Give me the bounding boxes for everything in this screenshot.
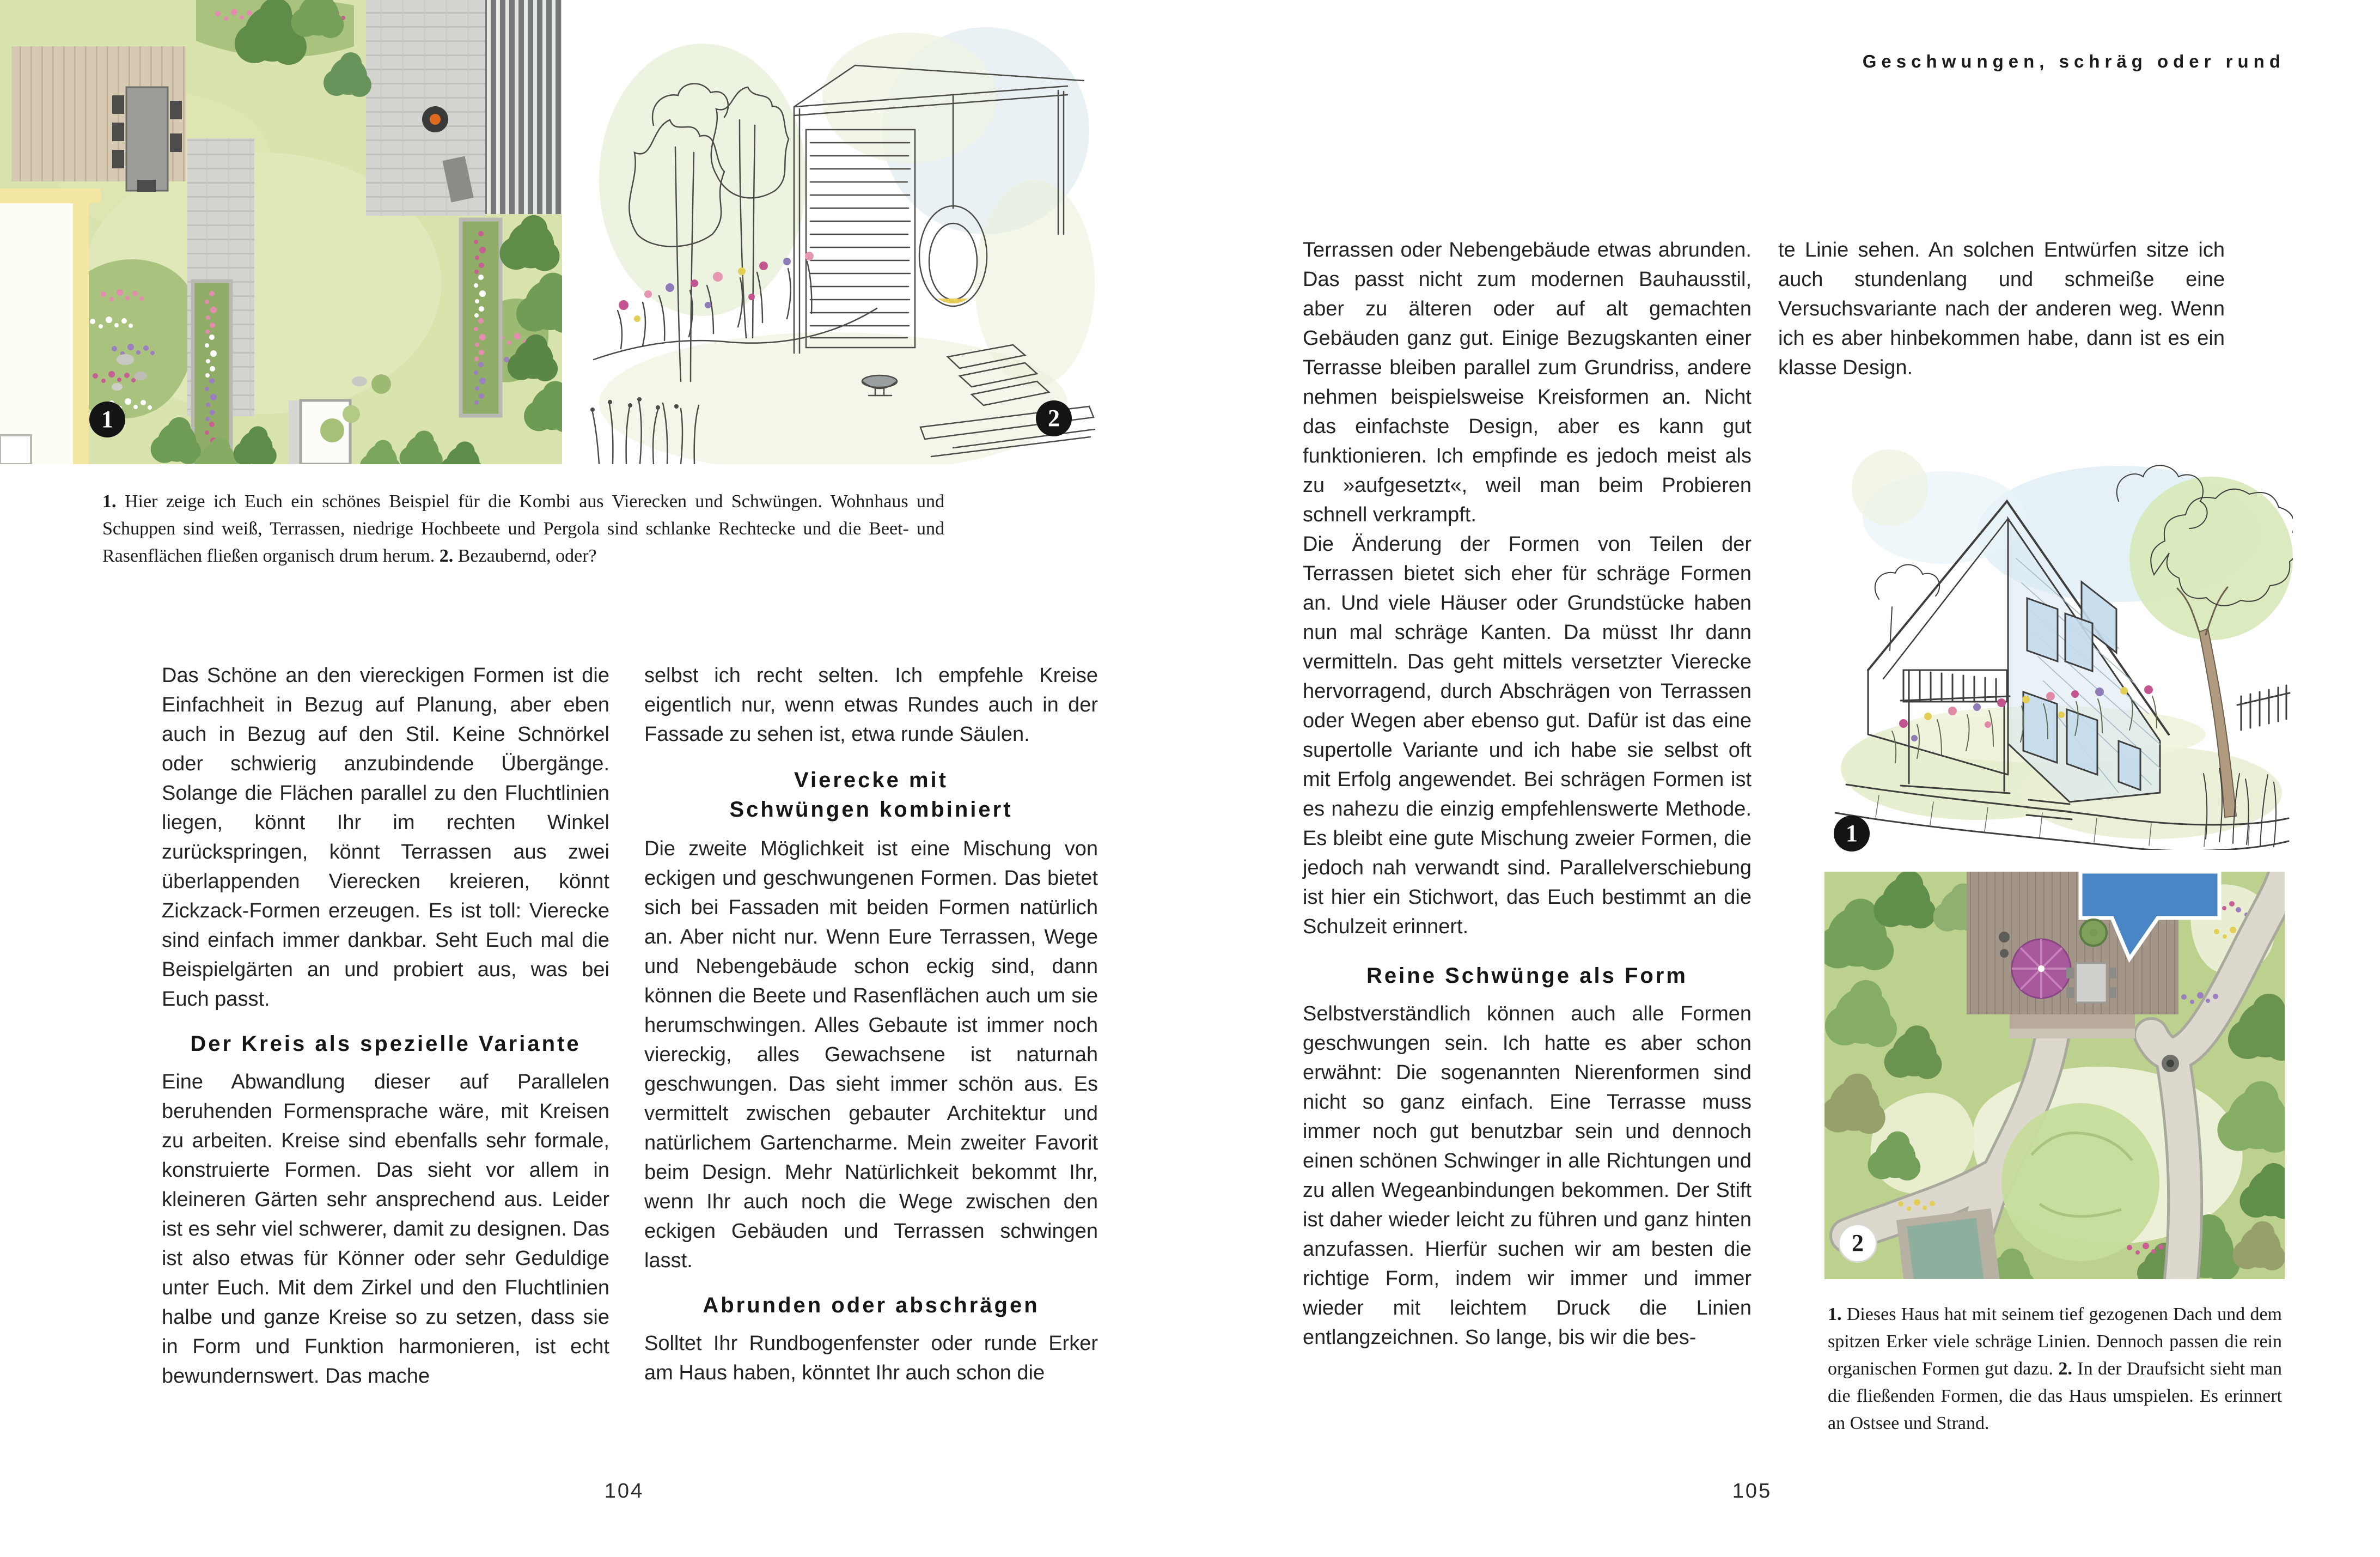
figure-caption: 1. Dieses Haus hat mit seinem tief gezogenen Dach und dem spitzen Erker viele schräge Linien. Dennoch passen die rein organischen Formen gut dazu. 2. In der Draufsicht sieht man die fließenden Formen, die das Haus umspielen. Es erinnert an Ostsee und Strand. [1828, 1304, 2282, 1433]
paragraph: Selbstverständlich können auch alle Formen geschwungen sein. Ich hatte es aber schon erwähnt: Die sogenannten Nierenformen sind nicht so ganz einfach. Eine Terrasse muss immer noch gut benutzbar sein und dennoch einen schönen Schwinger in alle Richtungen und zu allen Wegeanbindungen bekommen. Der Stift ist daher wieder leicht zu führen und ganz hinten anzufassen. Hierfür suchen wir am besten die richtige Form, indem wir immer und immer wieder mit leichtem Druck die Linien entlangzeichnen. So lange, bis wir die bes- [1303, 1002, 1752, 1349]
paragraph: Solltet Ihr Rundbogenfenster oder runde Erker am Haus haben, könntet Ihr auch schon die [644, 1332, 1098, 1384]
figure-number-badge: 2 [1036, 400, 1072, 436]
section-heading: Abrunden oder abschrägen [703, 1293, 1040, 1317]
paragraph: Terrassen oder Nebengebäude etwas abrunden. Das passt nicht zum modernen Bauhausstil, aber zu älteren oder auf alt gemachten Gebäuden ganz gut. Einige Bezugskanten einer Terrasse bleiben parallel zum Grundriss, andere nehmen beispielsweise Kreisformen an. Nicht das einfachste Design, aber es kann gut funktionieren. Ich empfinde es jedoch meist als zu »aufgesetzt«, weil man beim Probieren schnell verkrampft. [1303, 239, 1752, 526]
section-heading: Reine Schwünge als Form [1366, 964, 1688, 988]
paragraph: selbst ich recht selten. Ich empfehle Kreise eigentlich nur, wenn etwas Rundes auch in der Fassade zu sehen ist, etwa runde Säulen. [644, 664, 1098, 746]
section-heading: Der Kreis als spezielle Variante [190, 1032, 581, 1056]
column-105-right [1778, 235, 2225, 382]
figure-number-badge: 2 [1838, 1224, 1877, 1263]
page-number-105: 105 [1732, 1480, 1772, 1503]
column-104-left [162, 661, 609, 1391]
paragraph: te Linie sehen. An solchen Entwürfen sitze ich auch stundenlang und schmeiße eine Versuchsvariante nach der anderen weg. Wenn ich es aber hinbekommen habe, dann ist es ein klasse Design. [1778, 239, 2225, 379]
column-105-left [1303, 235, 1752, 1352]
paragraph: Die Änderung der Formen von Teilen der Terrassen bietet sich eher für schräge Formen an. Und viele Häuser oder Grundstücke haben nun mal schräge Kanten. Da müsst Ihr dann vermitteln. Das geht mittels versetzter Vierecke hervorragend, durch Abschrägen von Terrassen oder Wegen aber ebenso gut. Dafür ist das eine supertolle Variante und ich habe sie selbst oft mit Erfolg angewendet. Bei schrägen Formen ist es nahezu die einzig empfehlenswerte Methode. Es bleibt eine gute Mischung zweier Formen, die jedoch nah verwandt sind. Parallelverschiebung ist hier ein Stichwort, das Euch bestimmt an die Schulzeit erinnert. [1303, 533, 1752, 938]
column-104-right [644, 661, 1098, 1388]
house-sketch-illustration [1814, 436, 2293, 850]
figure-caption: 1. Hier zeige ich Euch ein schönes Beispiel für die Kombi aus Vierecken und Schwüngen. Wohnhaus und Schuppen sind weiß, Terrassen, niedrige Hochbeete und Pergola sind schlanke Rechtecke und die Beet- und Rasenflächen fließen organisch drum herum. 2. Bezaubernd, oder? [102, 491, 944, 566]
garden-sketch-illustration [572, 0, 1096, 464]
paragraph: Das Schöne an den viereckigen Formen ist die Einfachheit in Bezug auf Planung, aber eben auch in Bezug auf den Stil. Keine Schnörkel oder schwierig anzubindende Übergänge. Solange die Flächen parallel zu den Fluchtlinien liegen, könnt Ihr im rechten Winkel zurückspringen, könnt Terrassen aus zwei überlappenden Vierecken kreieren, könnt Zickzack-Formen erzeugen. Es ist toll: Vierecke sind einfach immer dankbar. Seht Euch mal die Beispielgärten an und probiert aus, was bei Euch passt. [162, 664, 609, 1011]
section-heading: Vierecke mit Schwüngen kombiniert [729, 768, 1013, 822]
figure-number-badge: 1 [1834, 816, 1870, 852]
running-head: Geschwungen, schräg oder rund [1862, 51, 2285, 71]
paragraph: Die zweite Möglichkeit ist eine Mischung von eckigen und geschwungenen Formen. Das bietet sich bei Fassaden mit beiden Formen natürlich an. Aber nicht nur. Wenn Eure Terrassen, Wege und Nebengebäude schon eckig sind, dann können die Beete und Rasenflächen auch um sie herumschwingen. Alles Gebaute ist immer noch viereckig, alles Gewachsene ist naturnah geschwungen. Das sieht immer schön aus. Es vermittelt zwischen gebauter Architektur und natürlichem Gartencharme. Mein zweiter Favorit beim Design. Mehr Natürlichkeit bekommt Ihr, wenn Ihr auch noch die Wege zwischen den eckigen Gebäuden und Terrassen schwingen lasst. [644, 837, 1098, 1272]
curved-garden-plan-illustration [1824, 872, 2285, 1279]
figure-number-badge: 1 [89, 402, 125, 437]
garden-plan-top-view-illustration [0, 0, 562, 464]
paragraph: Eine Abwandlung dieser auf Parallelen beruhenden Formensprache wäre, mit Kreisen zu arbeiten. Kreise sind ebenfalls sehr formale, konstruierte Formen. Das sieht vor allem in kleineren Gärten sehr ansprechend aus. Leider ist es sehr viel schwerer, damit zu designen. Das ist also etwas für Könner oder sehr Geduldige unter Euch. Mit dem Zirkel und den Fluchtlinien halbe und ganze Kreise so zu setzen, dass sie in Form und Funktion harmonieren, ist echt bewundernswert. Das mache [162, 1071, 609, 1388]
page-number-104: 104 [604, 1480, 644, 1503]
